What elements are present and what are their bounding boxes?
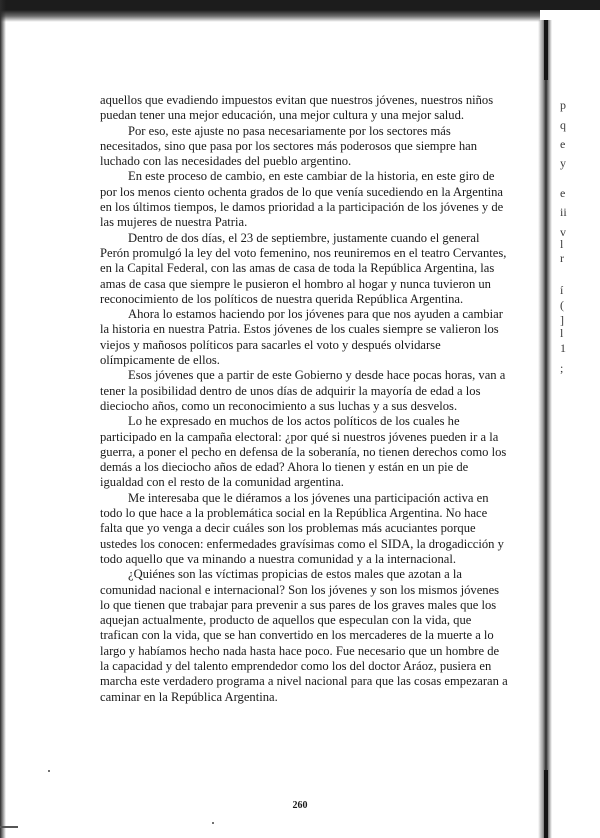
facing-fragment: e (560, 137, 566, 151)
book-binding-shadow (538, 20, 552, 838)
paragraph: Esos jóvenes que a partir de este Gobierno y desde hace pocas horas, van a tener la posibilidad dentro de unos días de adquirir la mayoría de edad a los dieciocho años, como un reconocimiento a sus luchas y a sus desvelos. (100, 368, 506, 413)
facing-fragment: ( (560, 298, 564, 312)
facing-fragment: ii (560, 205, 567, 219)
facing-fragment: l (560, 326, 564, 340)
paragraph: Por eso, este ajuste no pasa necesariamente por los sectores más necesitados, sino que pasa por los sectores más poderosos que siempre han luchado con las necesidades del pueblo argentino. (100, 123, 478, 169)
facing-fragment: í (560, 283, 564, 297)
paragraph: Dentro de dos días, el 23 de septiembre, justamente cuando el general Perón promulgó la ley del voto femenino, nos reuniremos en el teatro Cervantes, en la Capital Federal, con las amas de casa de toda la República Argentina, las amas de casa que siempre le pusieron el hombro al hogar y nunca tuvieron un reconocimiento de los políticos de nuestra querida República Argentina. (100, 230, 507, 306)
paragraph: Me interesaba que le diéramos a los jóvenes una participación activa en todo lo que hace a la problemática social en la República Argentina. No hace falta que yo venga a decir cuáles son los problemas más acuciantes porque ustedes los conocen: enfermedades gravísimas como el SIDA, la drogadicción y todo aquello que va minando a nuestra comunidad y a la internacional. (100, 490, 504, 566)
scan-corner-mark (0, 826, 18, 828)
paragraph: aquellos que evadiendo impuestos evitan que nuestros jóvenes, nuestros niños puedan tener una mejor educación, una mejor cultura y una mejor salud. (100, 93, 494, 123)
facing-fragment: p (560, 98, 566, 112)
facing-fragment: e (560, 186, 566, 200)
facing-fragment: ; (560, 361, 564, 375)
body-text (100, 93, 510, 705)
scan-top-shadow (0, 0, 600, 22)
facing-fragment: q (560, 118, 566, 132)
scan-speck (48, 770, 50, 772)
paragraph: En este proceso de cambio, en este cambiar de la historia, en este giro de por los menos ciento ochenta grados de lo que venía sucediendo en la Argentina en los últimos tiempos, le damos prioridad a la participación de los jóvenes y de las mujeres de nuestra Patria. (100, 169, 504, 230)
paragraph: Ahora lo estamos haciendo por los jóvenes para que nos ayuden a cambiar la historia en nuestra Patria. Estos jóvenes de los cuales siempre se valieron los viejos y mañosos políticos para sacarles el voto y después olvidarse olímpicamente de ellos. (100, 307, 503, 368)
facing-fragment: ] (560, 313, 564, 327)
facing-fragment: l (560, 237, 564, 251)
scan-speck (212, 822, 214, 824)
facing-fragment: 1 (560, 341, 566, 355)
scan-left-edge (0, 0, 6, 838)
facing-fragment: r (560, 251, 564, 265)
page-number: 260 (292, 800, 308, 811)
facing-fragment: y (560, 156, 566, 170)
paragraph: ¿Quiénes son las víctimas propicias de estos males que azotan a la comunidad nacional e internacional? Son los jóvenes y son los mismos jóvenes lo que tienen que trabajar para prevenir a sus pares de los graves males que los aquejan actualmente, producto de aquellos que especulan con la vida, que trafican con la vida, que se han convertido en los mercaderes de la muerte a lo largo y habíamos hecho nada hasta hace poco. Fue necesario que un hombre de la capacidad y del talento emprendedor como los del doctor Aráoz, pusiera en marcha este verdadero programa a nivel nacional para que las cosas empezaran a caminar en la República Argentina. (100, 567, 508, 704)
paragraph: Lo he expresado en muchos de los actos políticos de los cuales he participado en la campaña electoral: ¿por qué si nuestros jóvenes pueden ir a la guerra, a poner el pecho en defensa de la soberanía, no tienen derechos como los demás a los dieciocho años de edad? Ahora lo tienen y están en un pie de igualdad con el resto de la comunidad argentina. (100, 414, 507, 490)
binding-dark-mark-top (544, 20, 548, 80)
facing-fragment: v (560, 225, 566, 239)
